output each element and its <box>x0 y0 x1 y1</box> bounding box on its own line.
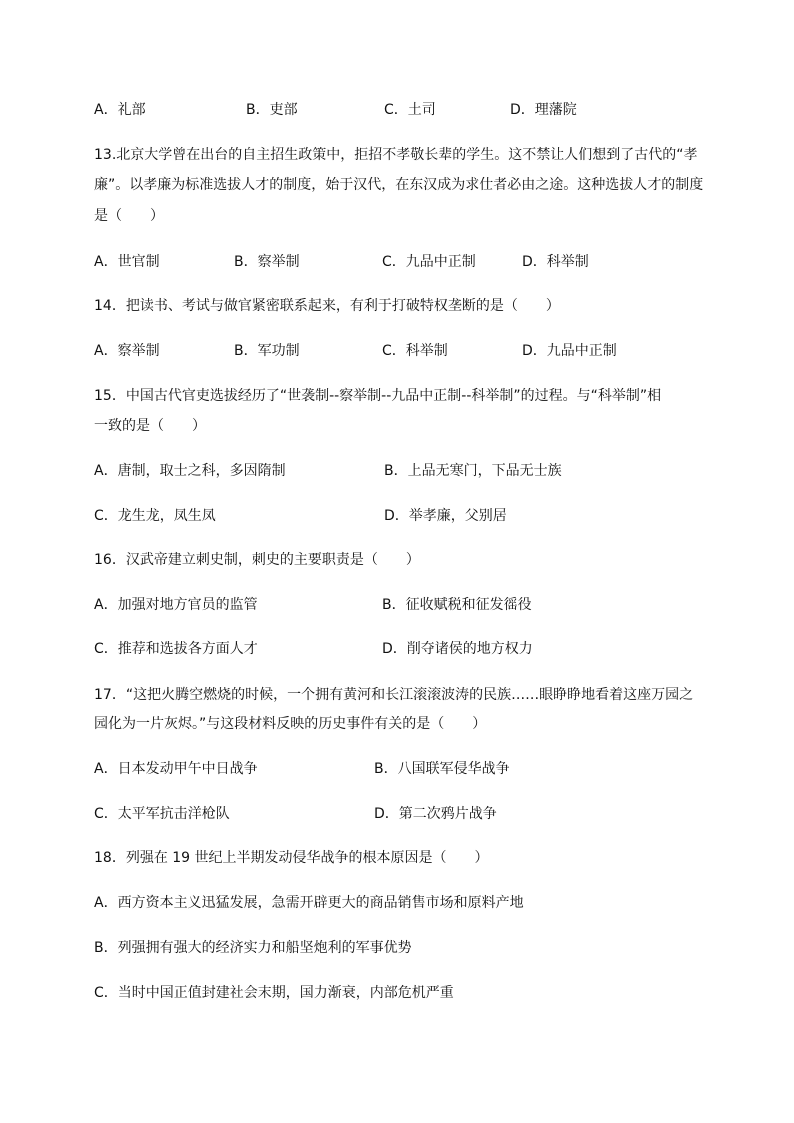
q16-stem: 16．汉武帝建立刺史制，刺史的主要职责是（ ） <box>94 552 420 568</box>
q15-option-d: D．举孝廉，父别居 <box>384 508 507 524</box>
q17-stem-line-1: 17．“这把火腾空燃烧的时候，一个拥有黄河和长江滚滚波涛的民族……眼睁睁地看着这座万园之 <box>94 687 694 703</box>
q14-option-b: B．军功制 <box>234 343 300 359</box>
q17-option-c: C．太平军抗击洋枪队 <box>94 806 230 822</box>
q15-option-a: A．唐制，取士之科，多因隋制 <box>94 463 286 479</box>
q17-option-b: B．八国联军侵华战争 <box>374 761 510 777</box>
q18-stem: 18．列强在 19 世纪上半期发动侵华战争的根本原因是（ ） <box>94 850 489 866</box>
q17-stem-line-2: 园化为一片灰烬。”与这段材料反映的历史事件有关的是（ ） <box>94 716 487 732</box>
q16-option-d: D．削夺诸侯的地方权力 <box>382 641 533 657</box>
q18-option-a: A．西方资本主义迅猛发展，急需开辟更大的商品销售市场和原料产地 <box>94 895 524 911</box>
q13-stem-line-1: 13.北京大学曾在出台的自主招生政策中，拒招不孝敬长辈的学生。这不禁让人们想到了古代的“孝 <box>94 147 698 163</box>
q12-option-c: C．土司 <box>384 102 436 118</box>
q15-stem-line-1: 15．中国古代官吏选拔经历了“世袭制--察举制--九品中正制--科举制”的过程。与“科举制”相 <box>94 388 662 404</box>
q17-option-d: D．第二次鸦片战争 <box>374 806 497 822</box>
q15-stem-line-2: 一致的是（ ） <box>94 418 206 434</box>
q14-option-d: D．九品中正制 <box>522 343 617 359</box>
q13-option-b: B．察举制 <box>234 254 300 270</box>
q13-option-a: A．世官制 <box>94 254 160 270</box>
q13-stem-line-3: 是（ ） <box>94 208 164 224</box>
q13-option-c: C．九品中正制 <box>382 254 476 270</box>
q12-option-b: B．吏部 <box>246 102 298 118</box>
q12-option-d: D．理藩院 <box>510 102 577 118</box>
q14-option-c: C．科举制 <box>382 343 448 359</box>
q12-option-a: A．礼部 <box>94 102 146 118</box>
q18-option-c: C．当时中国正值封建社会末期，国力渐衰，内部危机严重 <box>94 985 454 1001</box>
q16-option-c: C．推荐和选拔各方面人才 <box>94 641 258 657</box>
q13-stem-line-2: 廉”。以孝廉为标准选拔人才的制度，始于汉代，在东汉成为求仕者必由之途。这种选拔人才的制度 <box>94 177 704 193</box>
q16-option-a: A．加强对地方官员的监管 <box>94 597 258 613</box>
q14-stem: 14．把读书、考试与做官紧密联系起来，有利于打破特权垄断的是（ ） <box>94 298 560 314</box>
q16-option-b: B．征收赋税和征发徭役 <box>382 597 532 613</box>
q18-option-b: B．列强拥有强大的经济实力和船坚炮利的军事优势 <box>94 940 412 956</box>
q15-option-c: C．龙生龙，凤生凤 <box>94 508 216 524</box>
q17-option-a: A．日本发动甲午中日战争 <box>94 761 258 777</box>
q14-option-a: A．察举制 <box>94 343 160 359</box>
q13-option-d: D．科举制 <box>522 254 589 270</box>
q15-option-b: B．上品无寒门，下品无士族 <box>384 463 562 479</box>
